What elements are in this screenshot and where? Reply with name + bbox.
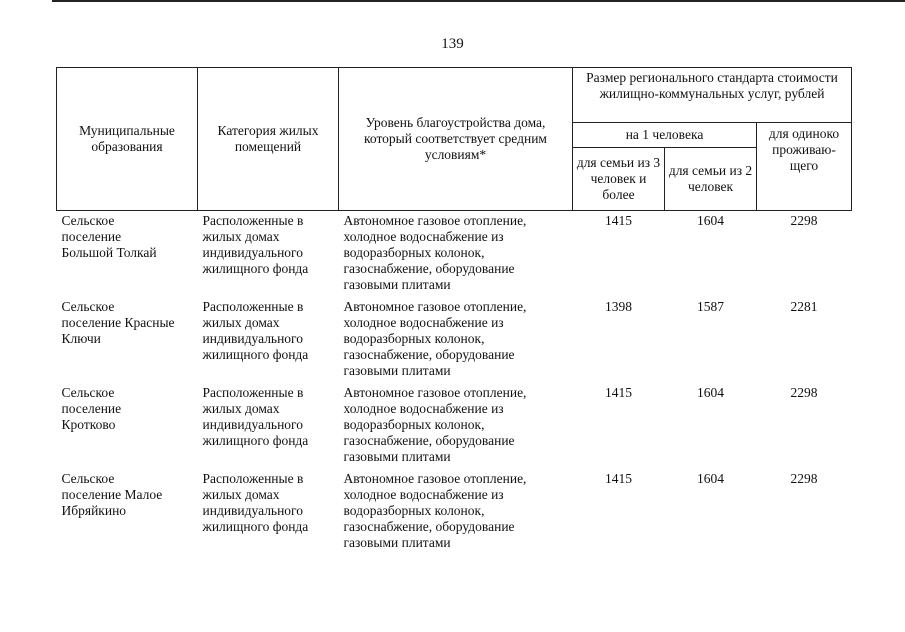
cell-single: 2281: [790, 299, 818, 314]
cell-family-3: 1415: [605, 385, 632, 400]
cell-municipality: Сельское поселение Большой Толкай: [61, 213, 157, 260]
header-standard-size: Размер регионального стандарта стоимости жилищно-коммунальных услуг, рублей: [573, 68, 852, 123]
header-per-person: на 1 человека: [573, 123, 757, 148]
cell-comfort: Автономное газовое отопление, холодное водоснабжение из водоразборных колонок, газоснабжение, оборудование газовыми плитами: [343, 385, 527, 464]
table-row: [57, 469, 852, 555]
cell-family-3: 1415: [605, 213, 632, 228]
cell-single: 2298: [790, 213, 818, 228]
cell-municipality: Сельское поселение Малое Ибряйкино: [61, 471, 163, 518]
cell-family-2: 1587: [697, 299, 724, 314]
cell-single: 2298: [790, 385, 818, 400]
header-single: для одиноко проживаю-щего: [757, 123, 852, 211]
header-municipality: Муниципальные образования: [57, 68, 198, 211]
cell-municipality: Сельское поселение Кротково: [61, 385, 122, 432]
table-header: [57, 68, 852, 211]
cell-family-2: 1604: [697, 471, 724, 486]
header-family-3: для семьи из 3 человек и более: [573, 148, 665, 211]
cell-family-3: 1415: [605, 471, 632, 486]
cell-category: Расположенные в жилых домах индивидуального жилищного фонда: [202, 471, 309, 534]
page-number: 139: [441, 36, 464, 52]
cell-comfort: Автономное газовое отопление, холодное водоснабжение из водоразборных колонок, газоснабжение, оборудование газовыми плитами: [343, 471, 527, 550]
cell-family-2: 1604: [697, 213, 724, 228]
cell-category: Расположенные в жилых домах индивидуального жилищного фонда: [202, 385, 309, 448]
cell-category: Расположенные в жилых домах индивидуального жилищного фонда: [202, 299, 309, 362]
header-category: Категория жилых помещений: [198, 68, 339, 211]
cell-comfort: Автономное газовое отопление, холодное водоснабжение из водоразборных колонок, газоснабжение, оборудование газовыми плитами: [343, 213, 527, 292]
cell-category: Расположенные в жилых домах индивидуального жилищного фонда: [202, 213, 309, 276]
cell-comfort: Автономное газовое отопление, холодное водоснабжение из водоразборных колонок, газоснабжение, оборудование газовыми плитами: [343, 299, 527, 378]
housing-standard-table: [56, 67, 852, 555]
header-comfort-level: Уровень благоустройства дома, который соответствует средним условиям*: [339, 68, 573, 211]
table-row: [57, 211, 852, 298]
top-rule: [52, 0, 905, 2]
table-row: [57, 297, 852, 383]
cell-single: 2298: [790, 471, 818, 486]
table-row: [57, 383, 852, 469]
cell-family-3: 1398: [605, 299, 632, 314]
table-body: [57, 211, 852, 556]
cell-family-2: 1604: [697, 385, 724, 400]
header-family-2: для семьи из 2 человек: [665, 148, 757, 211]
cell-municipality: Сельское поселение Красные Ключи: [61, 299, 175, 346]
